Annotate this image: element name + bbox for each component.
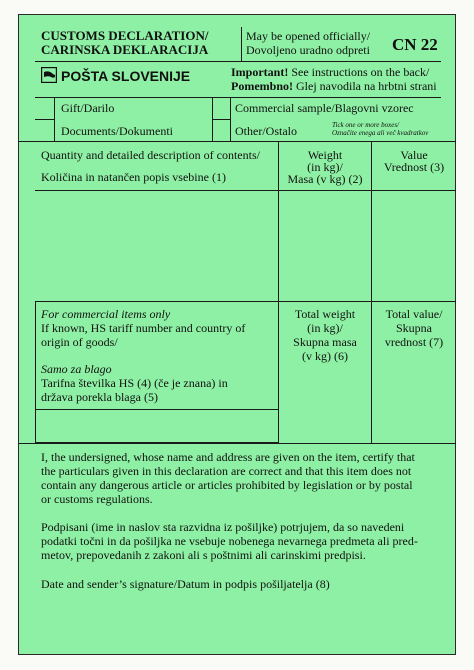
form-title-line1: CUSTOMS DECLARATION/ <box>41 28 209 43</box>
opened-officially-line2: Dovoljeno uradno odpreti <box>246 43 370 57</box>
documents-label: Documents/Dokumenti <box>61 124 173 138</box>
certification-sl-line2: podatki točni in da pošiljka ne vsebuje nobenega nevarnega predmeta ali pred- <box>41 534 418 548</box>
post-horn-icon <box>41 67 57 83</box>
total-weight-line2: (in kg)/ <box>307 321 343 335</box>
commercial-sample-checkbox[interactable] <box>212 98 231 120</box>
weight-header-line3: Masa (v kg) (2) <box>287 172 363 186</box>
important-text: See instructions on the back/ <box>288 65 430 79</box>
total-value-line1: Total value/ <box>385 307 443 321</box>
certification-sl-line1: Podpisani (ime in naslov sta razvidna iz pošiljke) potrjujem, da so navedeni <box>41 520 405 534</box>
certification-en-line2: the particulars given in this declaration are correct and that this item does not <box>41 464 412 478</box>
commercial-line5: Tarifna številka HS (4) (če je znana) in <box>41 376 228 390</box>
header-divider <box>241 27 242 61</box>
total-value-entry[interactable] <box>372 367 456 443</box>
tick-instruction-line2: Označite enega ali več kvadratkov <box>332 129 429 137</box>
description-entry-area[interactable] <box>35 191 278 301</box>
pomembno-instructions <box>231 79 437 93</box>
commercial-line2: If known, HS tariff number and country of <box>41 321 246 335</box>
pomembno-text: Glej navodila na hrbtni strani <box>293 79 437 93</box>
commercial-line6: država porekla blaga (5) <box>41 390 158 404</box>
tick-instruction-line1: Tick one or more boxes/ <box>332 121 400 129</box>
commercial-line3: origin of goods/ <box>41 335 118 349</box>
important-label: Important! <box>231 65 289 79</box>
post-name: POŠTA SLOVENIJE <box>61 68 191 84</box>
cn22-form <box>18 14 456 655</box>
signature-entry-area[interactable] <box>35 595 441 645</box>
commercial-sample-label: Commercial sample/Blagovni vzorec <box>235 101 414 115</box>
total-weight-line3: Skupna masa <box>293 335 357 349</box>
important-instructions <box>231 65 429 79</box>
documents-checkbox[interactable] <box>35 119 55 141</box>
total-weight-line4: (v kg) (6) <box>302 349 348 363</box>
value-entry-area[interactable] <box>372 191 456 301</box>
totals-top-rule <box>279 301 456 302</box>
signature-label: Date and sender’s signature/Datum in podpis pošiljatelja (8) <box>41 577 330 591</box>
other-checkbox[interactable] <box>212 119 231 141</box>
gift-label: Gift/Darilo <box>61 101 115 115</box>
pomembno-label: Pomembno! <box>231 79 293 93</box>
value-header-line2: Vrednost (3) <box>383 160 445 174</box>
value-header-line1: Value <box>400 148 428 162</box>
certification-en-line1: I, the undersigned, whose name and address are given on the item, certify that <box>41 450 415 464</box>
opened-officially-line1: May be opened officially/ <box>246 29 371 43</box>
weight-header-line1: Weight <box>307 148 343 162</box>
weight-entry-area[interactable] <box>279 191 371 301</box>
table-bottom-rule <box>19 443 456 444</box>
commercial-line1: For commercial items only <box>41 307 171 321</box>
certification-sl-line3: metov, prepovedanih z zakoni ali s poštnimi ali carinskimi predpisi. <box>41 548 366 562</box>
total-value-line2: Skupna <box>396 321 432 335</box>
header-rule <box>35 61 441 62</box>
form-code: CN 22 <box>392 35 438 54</box>
total-value-line3: vrednost (7) <box>384 335 444 349</box>
form-title-line2: CARINSKA DEKLARACIJA <box>41 42 209 57</box>
category-bottom-rule <box>19 141 456 142</box>
category-top-rule <box>35 97 441 98</box>
hs-origin-entry-area[interactable] <box>35 410 278 443</box>
total-weight-line1: Total weight <box>294 307 356 321</box>
total-weight-entry[interactable] <box>279 367 371 443</box>
commercial-line4: Samo za blago <box>41 362 112 376</box>
description-header-line1: Quantity and detailed description of contents/ <box>41 148 260 162</box>
other-label: Other/Ostalo <box>235 124 297 138</box>
certification-en-line3: contain any dangerous article or articles prohibited by legislation or by postal <box>41 478 413 492</box>
weight-header-line2: (in kg)/ <box>307 160 343 174</box>
certification-en-line4: or customs regulations. <box>41 492 153 506</box>
description-header-line2: Količina in natančen popis vsebine (1) <box>41 170 226 184</box>
gift-checkbox[interactable] <box>35 98 55 120</box>
